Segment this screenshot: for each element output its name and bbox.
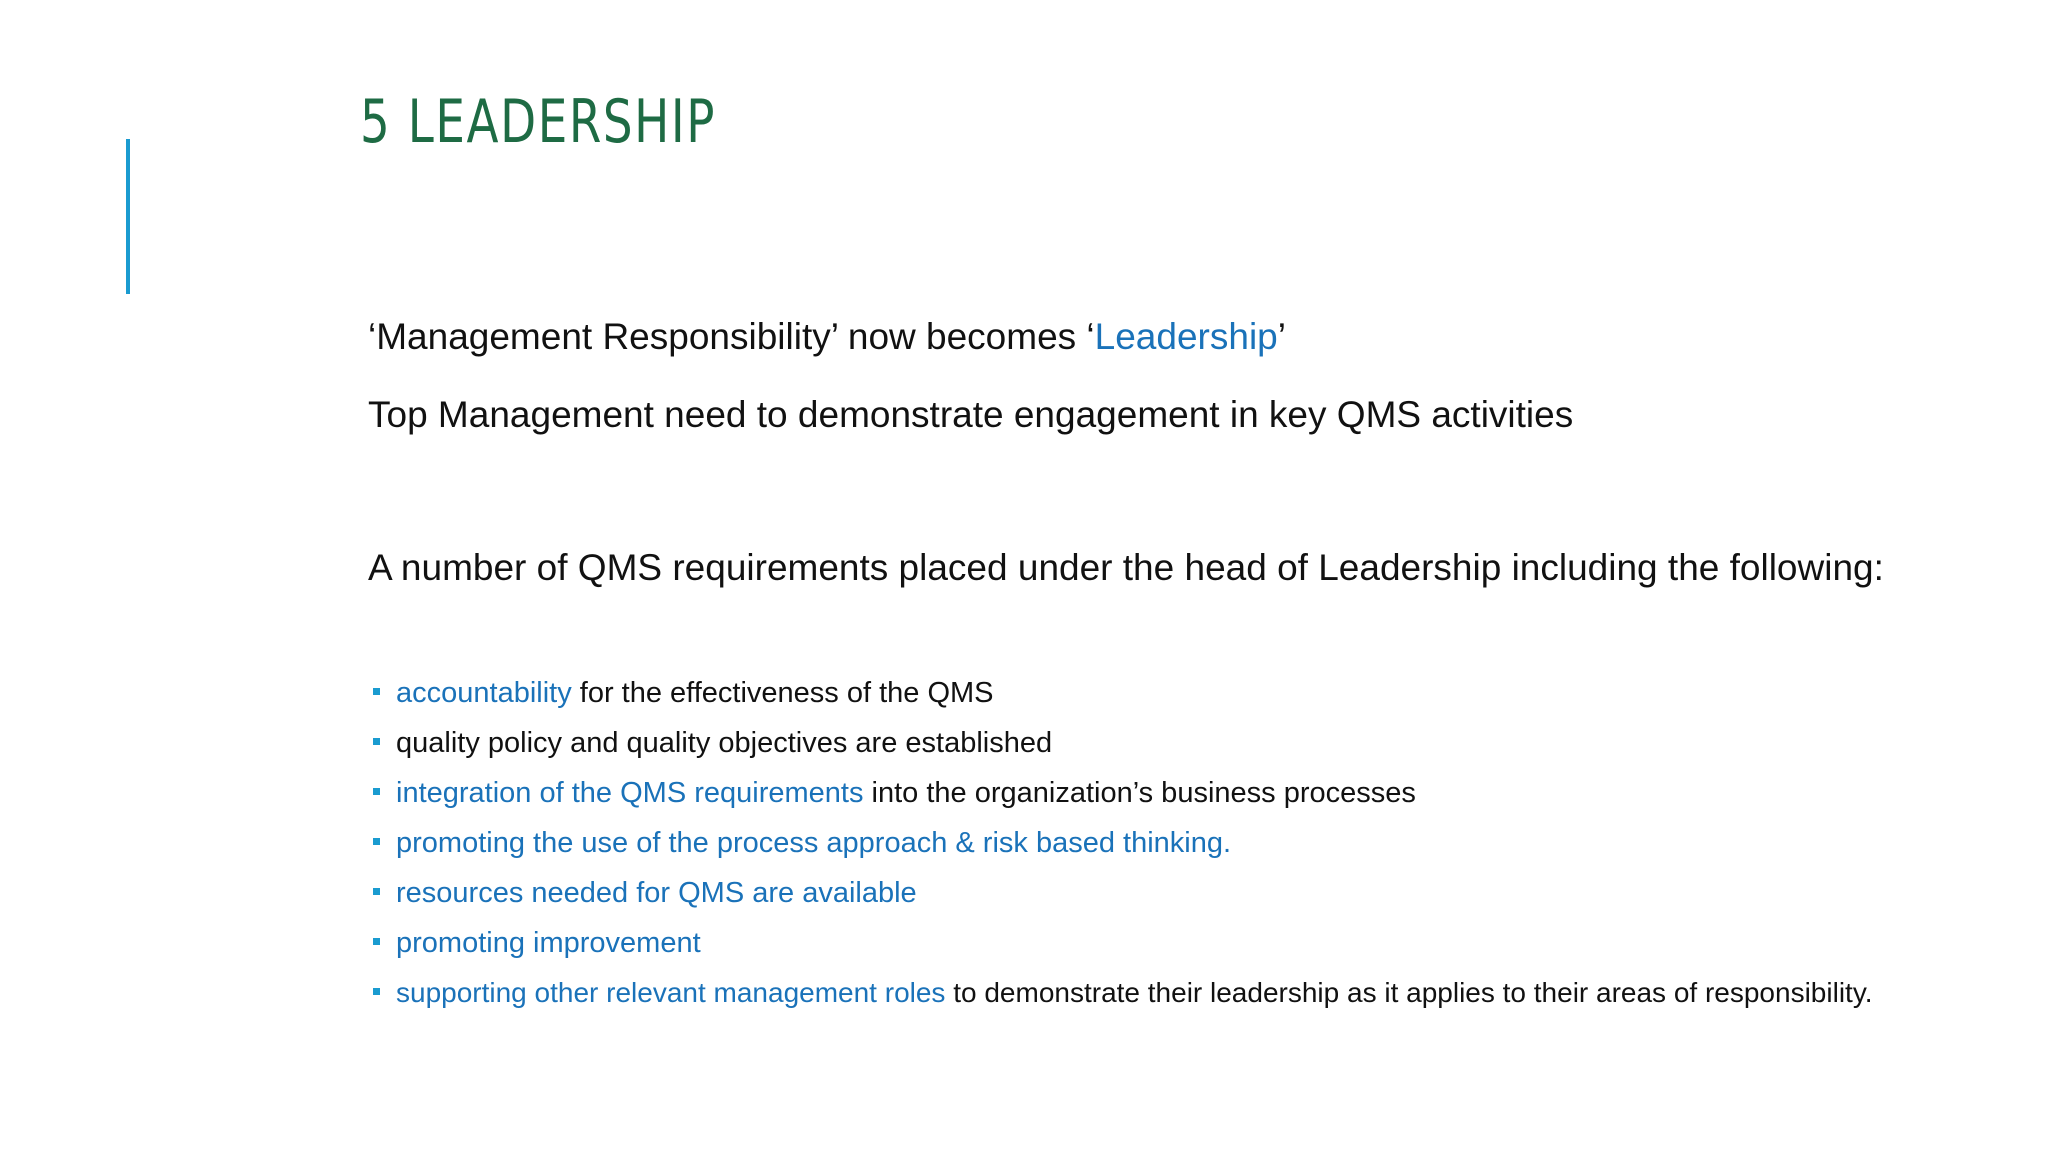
- bullet-text: for the effectiveness of the QMS: [571, 677, 994, 709]
- bullet-highlight: supporting other relevant management roles: [396, 977, 946, 1008]
- paragraph-text: Top Management need to demonstrate engagement in key QMS activities: [368, 394, 1574, 435]
- paragraph-text: A number of QMS requirements placed under the head of Leadership including the following:: [368, 547, 1884, 588]
- bullet-highlight: resources needed for QMS are available: [396, 877, 917, 909]
- paragraph-top-management: [368, 396, 1573, 433]
- square-bullet-icon: [373, 738, 380, 745]
- slide-title: 5 LEADERSHIP: [360, 87, 717, 157]
- bullet-text: quality policy and quality objectives are established: [396, 727, 1053, 759]
- list-item: [372, 875, 2042, 925]
- accent-rule: [126, 139, 130, 294]
- paragraph-text: ’: [1277, 316, 1286, 357]
- square-bullet-icon: [373, 838, 380, 845]
- paragraph-text: ‘Management Responsibility’ now becomes ‘: [368, 316, 1095, 357]
- bullet-highlight: promoting improvement: [396, 927, 701, 959]
- list-item: [372, 975, 2042, 1025]
- square-bullet-icon: [373, 688, 380, 695]
- list-item: [372, 775, 2042, 825]
- leadership-highlight: Leadership: [1094, 316, 1278, 357]
- requirements-list: [372, 675, 2042, 1025]
- square-bullet-icon: [373, 788, 380, 795]
- list-item: [372, 825, 2042, 875]
- bullet-text: to demonstrate their leadership as it applies to their areas of responsibility.: [945, 977, 1873, 1008]
- paragraph-requirements-intro: [368, 549, 1884, 586]
- square-bullet-icon: [373, 888, 380, 895]
- list-item: [372, 675, 2042, 725]
- bullet-highlight: integration of the QMS requirements: [396, 777, 864, 809]
- bullet-highlight: promoting the use of the process approach & risk based thinking.: [396, 827, 1232, 859]
- list-item: [372, 925, 2042, 975]
- paragraph-leadership-rename: [368, 318, 1286, 355]
- bullet-text: into the organization’s business processes: [863, 777, 1416, 809]
- bullet-highlight: accountability: [396, 677, 572, 709]
- square-bullet-icon: [373, 988, 380, 995]
- square-bullet-icon: [373, 938, 380, 945]
- list-item: [372, 725, 2042, 775]
